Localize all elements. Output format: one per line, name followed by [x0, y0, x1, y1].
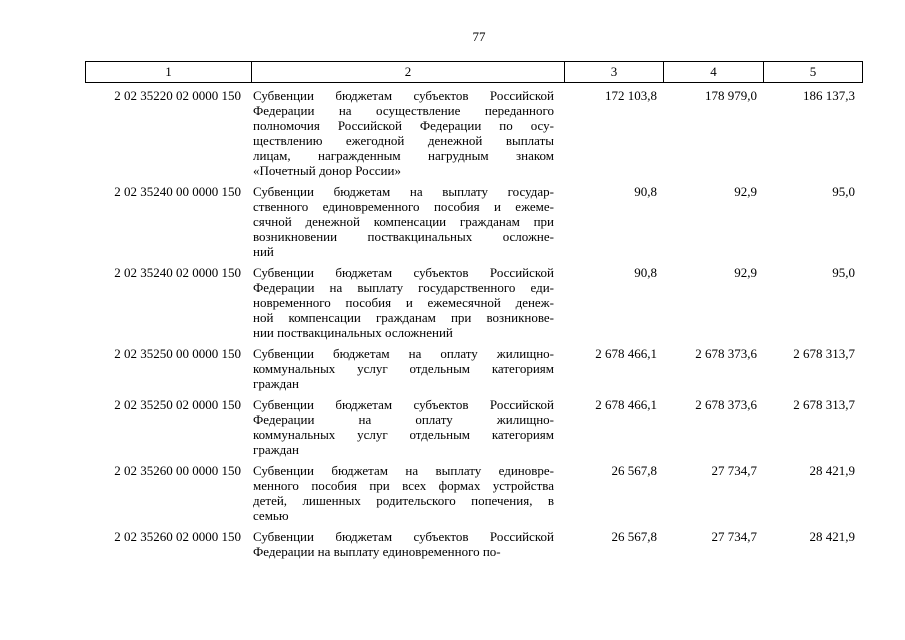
- amount-col-4: 92,9: [734, 265, 757, 280]
- table-row: [85, 184, 863, 259]
- budget-code: 2 02 35260 02 0000 150: [114, 529, 241, 544]
- description-line: Федерации на осуществление переданного: [253, 103, 554, 118]
- description: [251, 529, 564, 559]
- description-line: новременного пособия и ежемесячной денеж-: [253, 295, 554, 310]
- header-col-4: 4: [664, 62, 764, 82]
- description: [251, 265, 564, 340]
- description-line: ществлению ежегодной денежной выплаты: [253, 133, 554, 148]
- amount-col-4: 27 734,7: [711, 529, 757, 544]
- amount-col-5: 95,0: [832, 265, 855, 280]
- description-line: нии поствакцинальных осложнений: [253, 325, 453, 340]
- description-line: Субвенции бюджетам субъектов Российской: [253, 397, 554, 412]
- description-line: граждан: [253, 442, 299, 457]
- header-col-1: 1: [86, 62, 252, 82]
- amount-col-4: 27 734,7: [711, 463, 757, 478]
- description: [251, 346, 564, 391]
- description-line: семью: [253, 508, 289, 523]
- description-line: Субвенции бюджетам на оплату жилищно-: [253, 346, 554, 361]
- description-line: ной компенсации гражданам при возникнове-: [253, 310, 554, 325]
- description-line: граждан: [253, 376, 299, 391]
- description-line: «Почетный донор России»: [253, 163, 401, 178]
- amount-col-5: 95,0: [832, 184, 855, 199]
- amount-col-4: 178 979,0: [705, 88, 757, 103]
- description-line: сячной денежной компенсации гражданам при: [253, 214, 554, 229]
- description-line: коммунальных услуг отдельным категориям: [253, 427, 554, 442]
- amount-col-5: 2 678 313,7: [793, 346, 855, 361]
- amount-col-5: 2 678 313,7: [793, 397, 855, 412]
- description-line: Субвенции бюджетам субъектов Российской: [253, 265, 554, 280]
- amount-col-5: 186 137,3: [803, 88, 855, 103]
- description-line: коммунальных услуг отдельным категориям: [253, 361, 554, 376]
- table-row: [85, 346, 863, 391]
- budget-code: 2 02 35250 00 0000 150: [114, 346, 241, 361]
- amount-col-3: 26 567,8: [611, 529, 657, 544]
- amount-col-3: 90,8: [634, 265, 657, 280]
- table-body: [85, 88, 863, 565]
- amount-col-3: 2 678 466,1: [595, 346, 657, 361]
- description-line: детей, лишенных родительского попечения, в: [253, 493, 554, 508]
- amount-col-3: 90,8: [634, 184, 657, 199]
- table-row: [85, 397, 863, 457]
- table-row: [85, 463, 863, 523]
- header-col-2: 2: [252, 62, 565, 82]
- amount-col-3: 2 678 466,1: [595, 397, 657, 412]
- description-line: Субвенции бюджетам на выплату государ-: [253, 184, 554, 199]
- budget-code: 2 02 35260 00 0000 150: [114, 463, 241, 478]
- description-line: Федерации на выплату единовременного по-: [253, 544, 501, 559]
- amount-col-4: 2 678 373,6: [695, 397, 757, 412]
- table-row: [85, 529, 863, 559]
- table-header: [85, 61, 863, 83]
- amount-col-5: 28 421,9: [809, 463, 855, 478]
- table-row: [85, 265, 863, 340]
- description-line: Субвенции бюджетам на выплату единовре-: [253, 463, 554, 478]
- page-number: 77: [472, 29, 486, 44]
- description-line: Федерации на оплату жилищно-: [253, 412, 554, 427]
- amount-col-3: 172 103,8: [605, 88, 657, 103]
- description-line: Федерации на выплату государственного еди-: [253, 280, 554, 295]
- description-line: менного пособия при всех формах устройства: [253, 478, 554, 493]
- description-line: Субвенции бюджетам субъектов Российской: [253, 88, 554, 103]
- amount-col-5: 28 421,9: [809, 529, 855, 544]
- header-col-3: 3: [565, 62, 664, 82]
- description: [251, 184, 564, 259]
- budget-code: 2 02 35240 00 0000 150: [114, 184, 241, 199]
- budget-code: 2 02 35220 02 0000 150: [114, 88, 241, 103]
- table-row: [85, 88, 863, 178]
- description: [251, 88, 564, 178]
- description: [251, 397, 564, 457]
- description-line: ний: [253, 244, 274, 259]
- description: [251, 463, 564, 523]
- header-col-5: 5: [809, 64, 817, 79]
- budget-code: 2 02 35240 02 0000 150: [114, 265, 241, 280]
- description-line: ственного единовременного пособия и ежеме-: [253, 199, 554, 214]
- amount-col-4: 92,9: [734, 184, 757, 199]
- description-line: Субвенции бюджетам субъектов Российской: [253, 529, 554, 544]
- description-line: лицам, награжденным нагрудным знаком: [253, 148, 554, 163]
- amount-col-4: 2 678 373,6: [695, 346, 757, 361]
- amount-col-3: 26 567,8: [611, 463, 657, 478]
- description-line: возникновении поствакцинальных осложне-: [253, 229, 554, 244]
- description-line: полномочия Российской Федерации по осу-: [253, 118, 554, 133]
- budget-code: 2 02 35250 02 0000 150: [114, 397, 241, 412]
